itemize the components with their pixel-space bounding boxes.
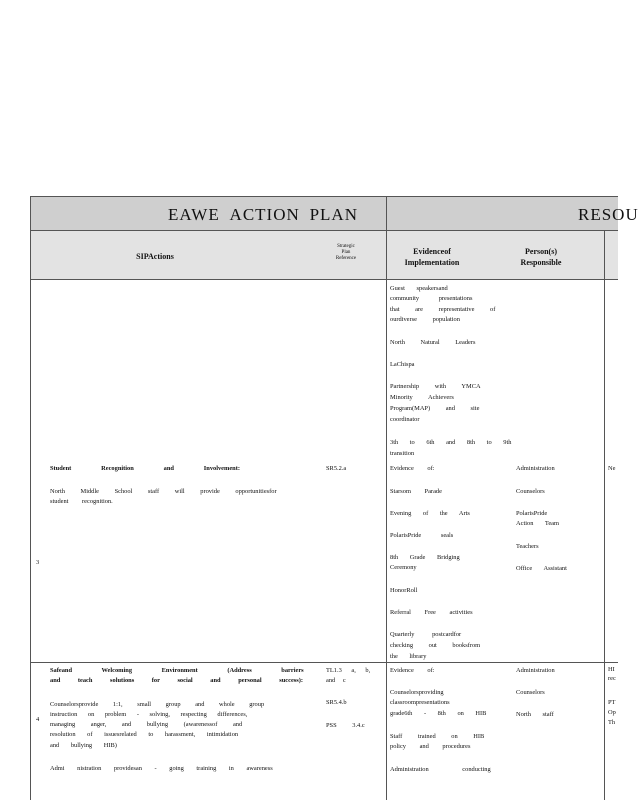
person-line: Administration <box>516 465 555 472</box>
evidence-line: Partnership with YMCA <box>390 383 481 390</box>
evidence-line: ourdiverse population <box>390 316 460 323</box>
evidence-line: HonorRoll <box>390 587 418 594</box>
action-title: Safeand Welcoming Environment (Address barriers <box>50 667 304 674</box>
strategic-ref: and c <box>326 677 346 684</box>
evidence-line: Program(MAP) and site <box>390 405 480 412</box>
resources-cell: Ne <box>608 465 616 472</box>
resources-title: RESOU <box>578 205 639 224</box>
evidence-line: Guest speakersand <box>390 285 448 292</box>
evidence-line: North Natural Leaders <box>390 339 476 346</box>
resources-cell: Op <box>608 709 616 716</box>
strategic-ref: TL1.3 a, b, <box>326 667 371 674</box>
action-text: North Middle School staff will provide opportunitiesfor <box>50 488 277 495</box>
action-line: resolution of issuesrelated to harassment, intimidation <box>50 731 239 738</box>
person-line: Office Assistant <box>516 565 567 572</box>
person-line: Teachers <box>516 543 539 550</box>
person-line: Counselors <box>516 689 545 696</box>
colhead-divider <box>30 279 618 280</box>
evidence-line: Evidence of: <box>390 667 435 674</box>
evidence-line: LaChispa <box>390 361 415 368</box>
evidence-line: Evidence of: <box>390 465 435 472</box>
evidence-line: classroompresentations <box>390 699 450 706</box>
evidence-line: Evening of the Arts <box>390 510 470 517</box>
resources-cell: Th <box>608 719 616 726</box>
evidence-line: Referral Free activities <box>390 609 473 616</box>
person-line: Action Team <box>516 520 559 527</box>
table-left-border <box>30 196 31 800</box>
action-line: Counselorsprovide 1:1, small group and whole group <box>50 701 265 708</box>
header-divider <box>30 230 618 231</box>
evidence-line: PolarisPride seals <box>390 532 454 539</box>
evidence-line: checking out booksfrom <box>390 642 481 649</box>
evidence-line: Staff trained on HIB <box>390 733 485 740</box>
evidence-line: grade6th - 8th on HIB <box>390 710 487 717</box>
evidence-col-line <box>386 230 387 800</box>
person-line: Counselors <box>516 488 545 495</box>
evidence-line: transition <box>390 450 415 457</box>
action-line: managing anger, and bullying (awarenessof and <box>50 721 243 728</box>
evidence-line: 8th Grade Bridging <box>390 554 460 561</box>
strategic-ref: SR5.2.a <box>326 465 347 472</box>
row-number: 3 <box>36 559 40 566</box>
action-line: Admi nistration providesan - going training in awareness <box>50 765 273 772</box>
title-split-line <box>386 196 387 230</box>
page-title: EAWE ACTION PLAN <box>168 205 358 224</box>
evidence-line: Administration conducting <box>390 766 491 773</box>
sip-actions-header: SIPActions <box>136 252 174 261</box>
row-divider <box>30 662 618 663</box>
person-line: PolarisPride <box>516 510 548 517</box>
evidence-line: Minority Achievers <box>390 394 454 401</box>
action-title: Student Recognition and Involvement: <box>50 465 240 472</box>
strategic-ref: SR5.4.b <box>326 699 347 706</box>
resources-cell: rec <box>608 675 616 682</box>
action-text: student recognition. <box>50 498 113 505</box>
evidence-line: policy and procedures <box>390 743 471 750</box>
evidence-line: coordinator <box>390 416 420 423</box>
action-line: instruction on problem - solving, respecting differences, <box>50 711 248 718</box>
evidence-header: Evidenceof Implementation <box>404 247 460 267</box>
strategic-ref: PSS 3.4.c <box>326 722 365 729</box>
persons-header: Person(s) Responsible <box>520 247 562 267</box>
person-line: Administration <box>516 667 555 674</box>
evidence-line: 3th to 6th and 8th to 9th <box>390 439 512 446</box>
action-title: and teach solutions for social and personal success): <box>50 677 304 684</box>
strategic-ref-header: Strategic Plan Reference <box>335 244 357 261</box>
evidence-line: that are representative of <box>390 306 496 313</box>
resources-cell: PT <box>608 699 616 706</box>
table-top-border <box>30 196 618 197</box>
evidence-line: Ceremony <box>390 564 417 571</box>
evidence-line: Starsom Parade <box>390 488 442 495</box>
evidence-line: Counselorsproviding <box>390 689 444 696</box>
person-line: North staff <box>516 711 554 718</box>
evidence-line: the library <box>390 653 427 660</box>
resources-cell: HI <box>608 666 615 673</box>
evidence-line: Quarterly postcardfor <box>390 631 462 638</box>
resources-col-line <box>604 230 605 800</box>
action-line: and bullying HIB) <box>50 742 117 749</box>
evidence-line: community presentations <box>390 295 473 302</box>
row-number: 4 <box>36 716 40 723</box>
